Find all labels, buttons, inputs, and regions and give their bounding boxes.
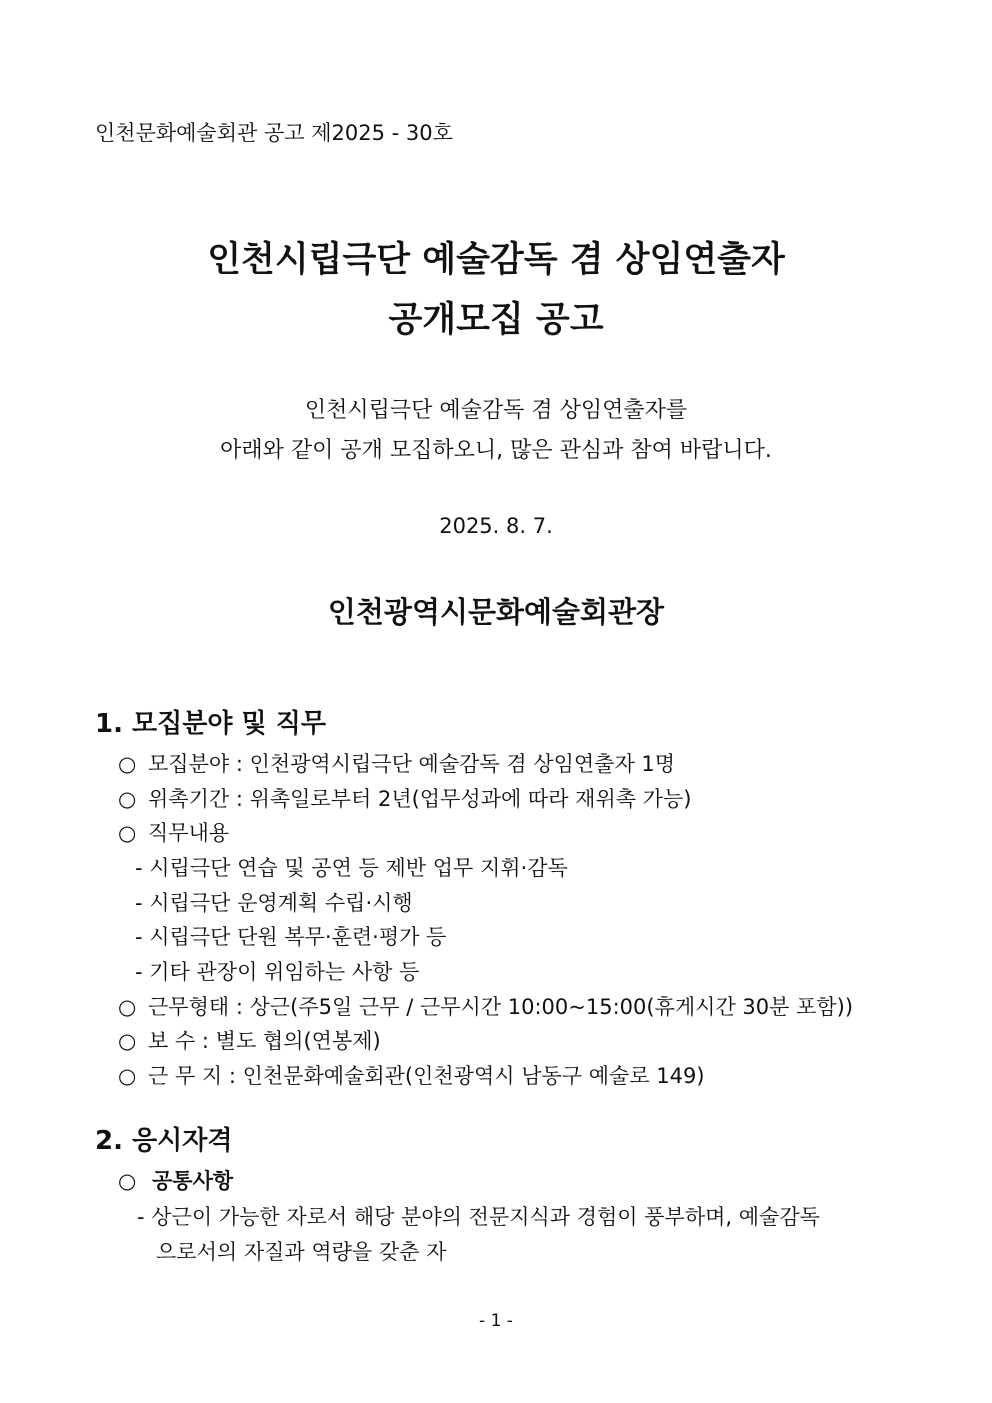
notice-date: 2025. 8. 7. [439,514,553,538]
list-item-salary [118,1025,381,1055]
duty-item: - 시립극단 연습 및 공연 등 제반 업무 지휘·감독 [135,856,568,880]
section2-heading: 2. 응시자격 [95,1126,233,1156]
circle-bullet-icon: ○ [118,821,137,845]
page-title-line2: 공개모집 공고 [388,300,604,340]
list-item-duties [118,817,229,847]
notice-number: 인천문화예술회관 공고 제2025 - 30호 [95,121,453,145]
page-title-line1: 인천시립극단 예술감독 겸 상임연출자 [207,240,785,280]
intro-line1: 인천시립극단 예술감독 겸 상임연출자를 [304,398,688,423]
requirement-line2: 으로서의 자질과 역량을 갖춘 자 [156,1240,447,1264]
subheading-text: 공통사항 [152,1169,234,1193]
issuing-organization: 인천광역시문화예술회관장 [327,595,665,629]
list-item-text: 보 수 : 별도 협의(연봉제) [148,1029,381,1053]
circle-bullet-icon: ○ [118,995,137,1019]
list-item-workplace [118,1060,705,1090]
duty-item: - 기타 관장이 위임하는 사항 등 [135,960,420,984]
list-item-text: 직무내용 [148,821,230,845]
section1-heading: 1. 모집분야 및 직무 [95,709,326,739]
circle-bullet-icon: ○ [118,1169,137,1193]
duty-item: - 시립극단 단원 복무·훈련·평가 등 [135,925,447,949]
list-item-term [118,783,691,813]
common-requirements-heading [118,1165,233,1195]
circle-bullet-icon: ○ [118,1029,137,1053]
requirement-line1: - 상근이 가능한 자로서 해당 분야의 전문지식과 경험이 풍부하며, 예술감독 [137,1205,820,1229]
duty-item: - 시립극단 운영계획 수립·시행 [135,891,413,915]
list-item-work-type [118,991,853,1021]
page-number: - 1 - [479,1311,513,1331]
list-item-recruit-field [118,748,675,778]
circle-bullet-icon: ○ [118,752,137,776]
intro-line2: 아래와 같이 공개 모집하오니, 많은 관심과 참여 바랍니다. [220,438,772,463]
list-item-text: 근 무 지 : 인천문화예술회관(인천광역시 남동구 예술로 149) [148,1064,705,1088]
circle-bullet-icon: ○ [118,787,137,811]
list-item-text: 근무형태 : 상근(주5일 근무 / 근무시간 10:00~15:00(휴게시간 30분 포함)) [148,995,854,1019]
list-item-text: 위촉기간 : 위촉일로부터 2년(업무성과에 따라 재위촉 가능) [148,787,692,811]
circle-bullet-icon: ○ [118,1064,137,1088]
list-item-text: 모집분야 : 인천광역시립극단 예술감독 겸 상임연출자 1명 [148,752,676,776]
